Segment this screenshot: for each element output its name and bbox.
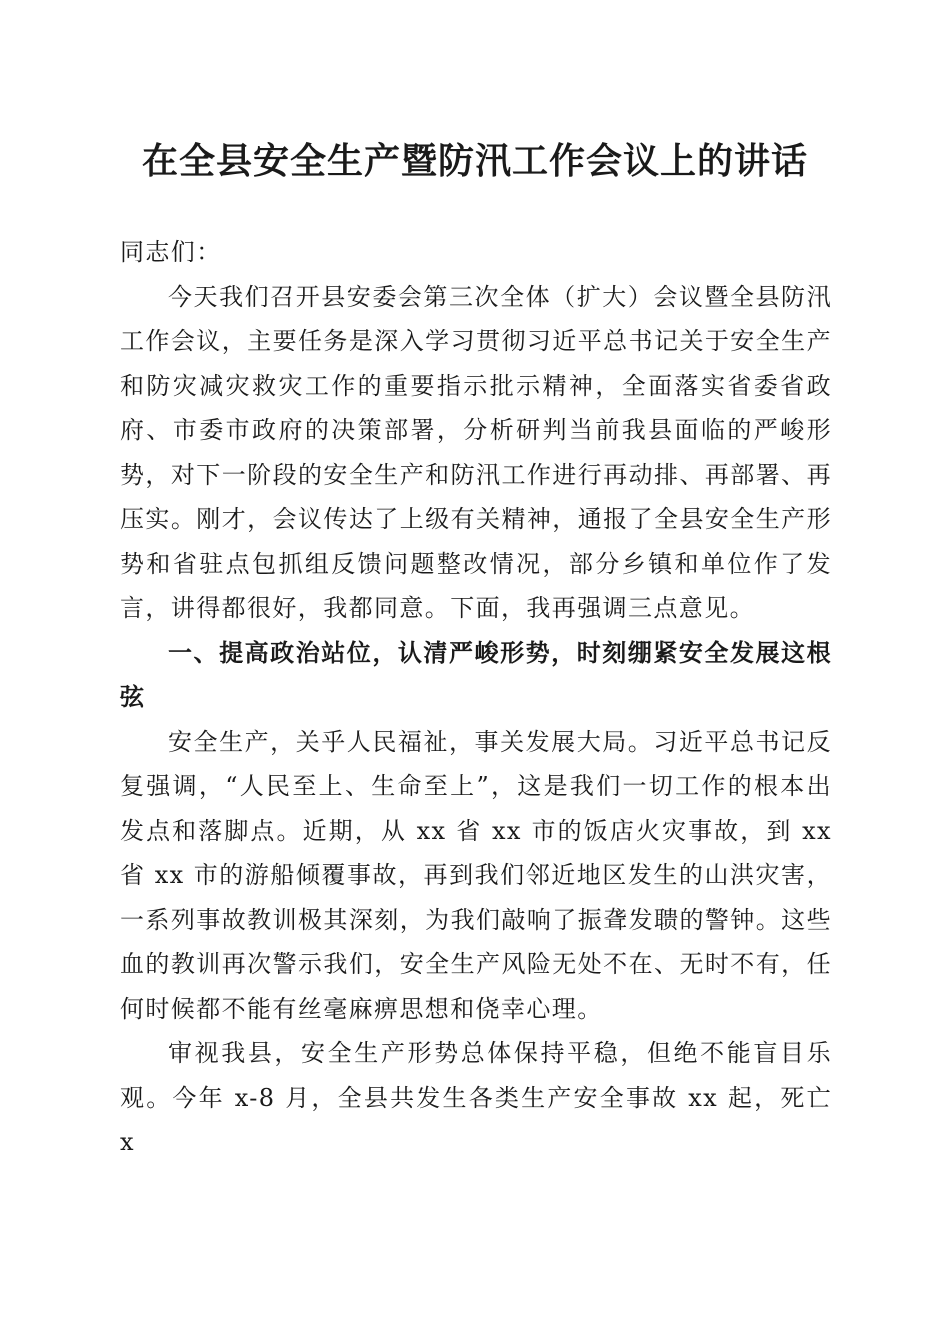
- section1-paragraph-1: 安全生产，关乎人民福祉，事关发展大局。习近平总书记反复强调，“人民至上、生命至上”，这是我们一切工作的根本出发点和落脚点。近期，从 xx 省 xx 市的饭店火灾事故，到 xx 省 xx 市的游船倾覆事故，再到我们邻近地区发生的山洪灾害，一系列事故教训极其深刻，为我们敲响了振聋发聩的警钟。这些血的教训再次警示我们，安全生产风险无处不在、无时不有，任何时候都不能有丝毫麻痹思想和侥幸心理。: [120, 727, 832, 1023]
- section-heading-1: 一、提高政治站位，认清严峻形势，时刻绷紧安全发展这根弦: [120, 638, 832, 711]
- intro-paragraph: 今天我们召开县安委会第三次全体（扩大）会议暨全县防汛工作会议，主要任务是深入学习贯彻习近平总书记关于安全生产和防灾减灾救灾工作的重要指示批示精神，全面落实省委省政府、市委市政府的决策部署，分析研判当前我县面临的严峻形势，对下一阶段的安全生产和防汛工作进行再动排、再部署、再压实。刚才，会议传达了上级有关精神，通报了全县安全生产形势和省驻点包抓组反馈问题整改情况，部分乡镇和单位作了发言，讲得都很好，我都同意。下面，我再强调三点意见。: [120, 282, 832, 622]
- document-title: 在全县安全生产暨防汛工作会议上的讲话: [141, 140, 808, 182]
- salutation: 同志们：: [120, 238, 222, 266]
- section1-paragraph-2: 审视我县，安全生产形势总体保持平稳，但绝不能盲目乐观。今年 x-8 月，全县共发生各类生产安全事故 xx 起，死亡 x: [120, 1039, 832, 1156]
- document-body: [120, 230, 832, 1165]
